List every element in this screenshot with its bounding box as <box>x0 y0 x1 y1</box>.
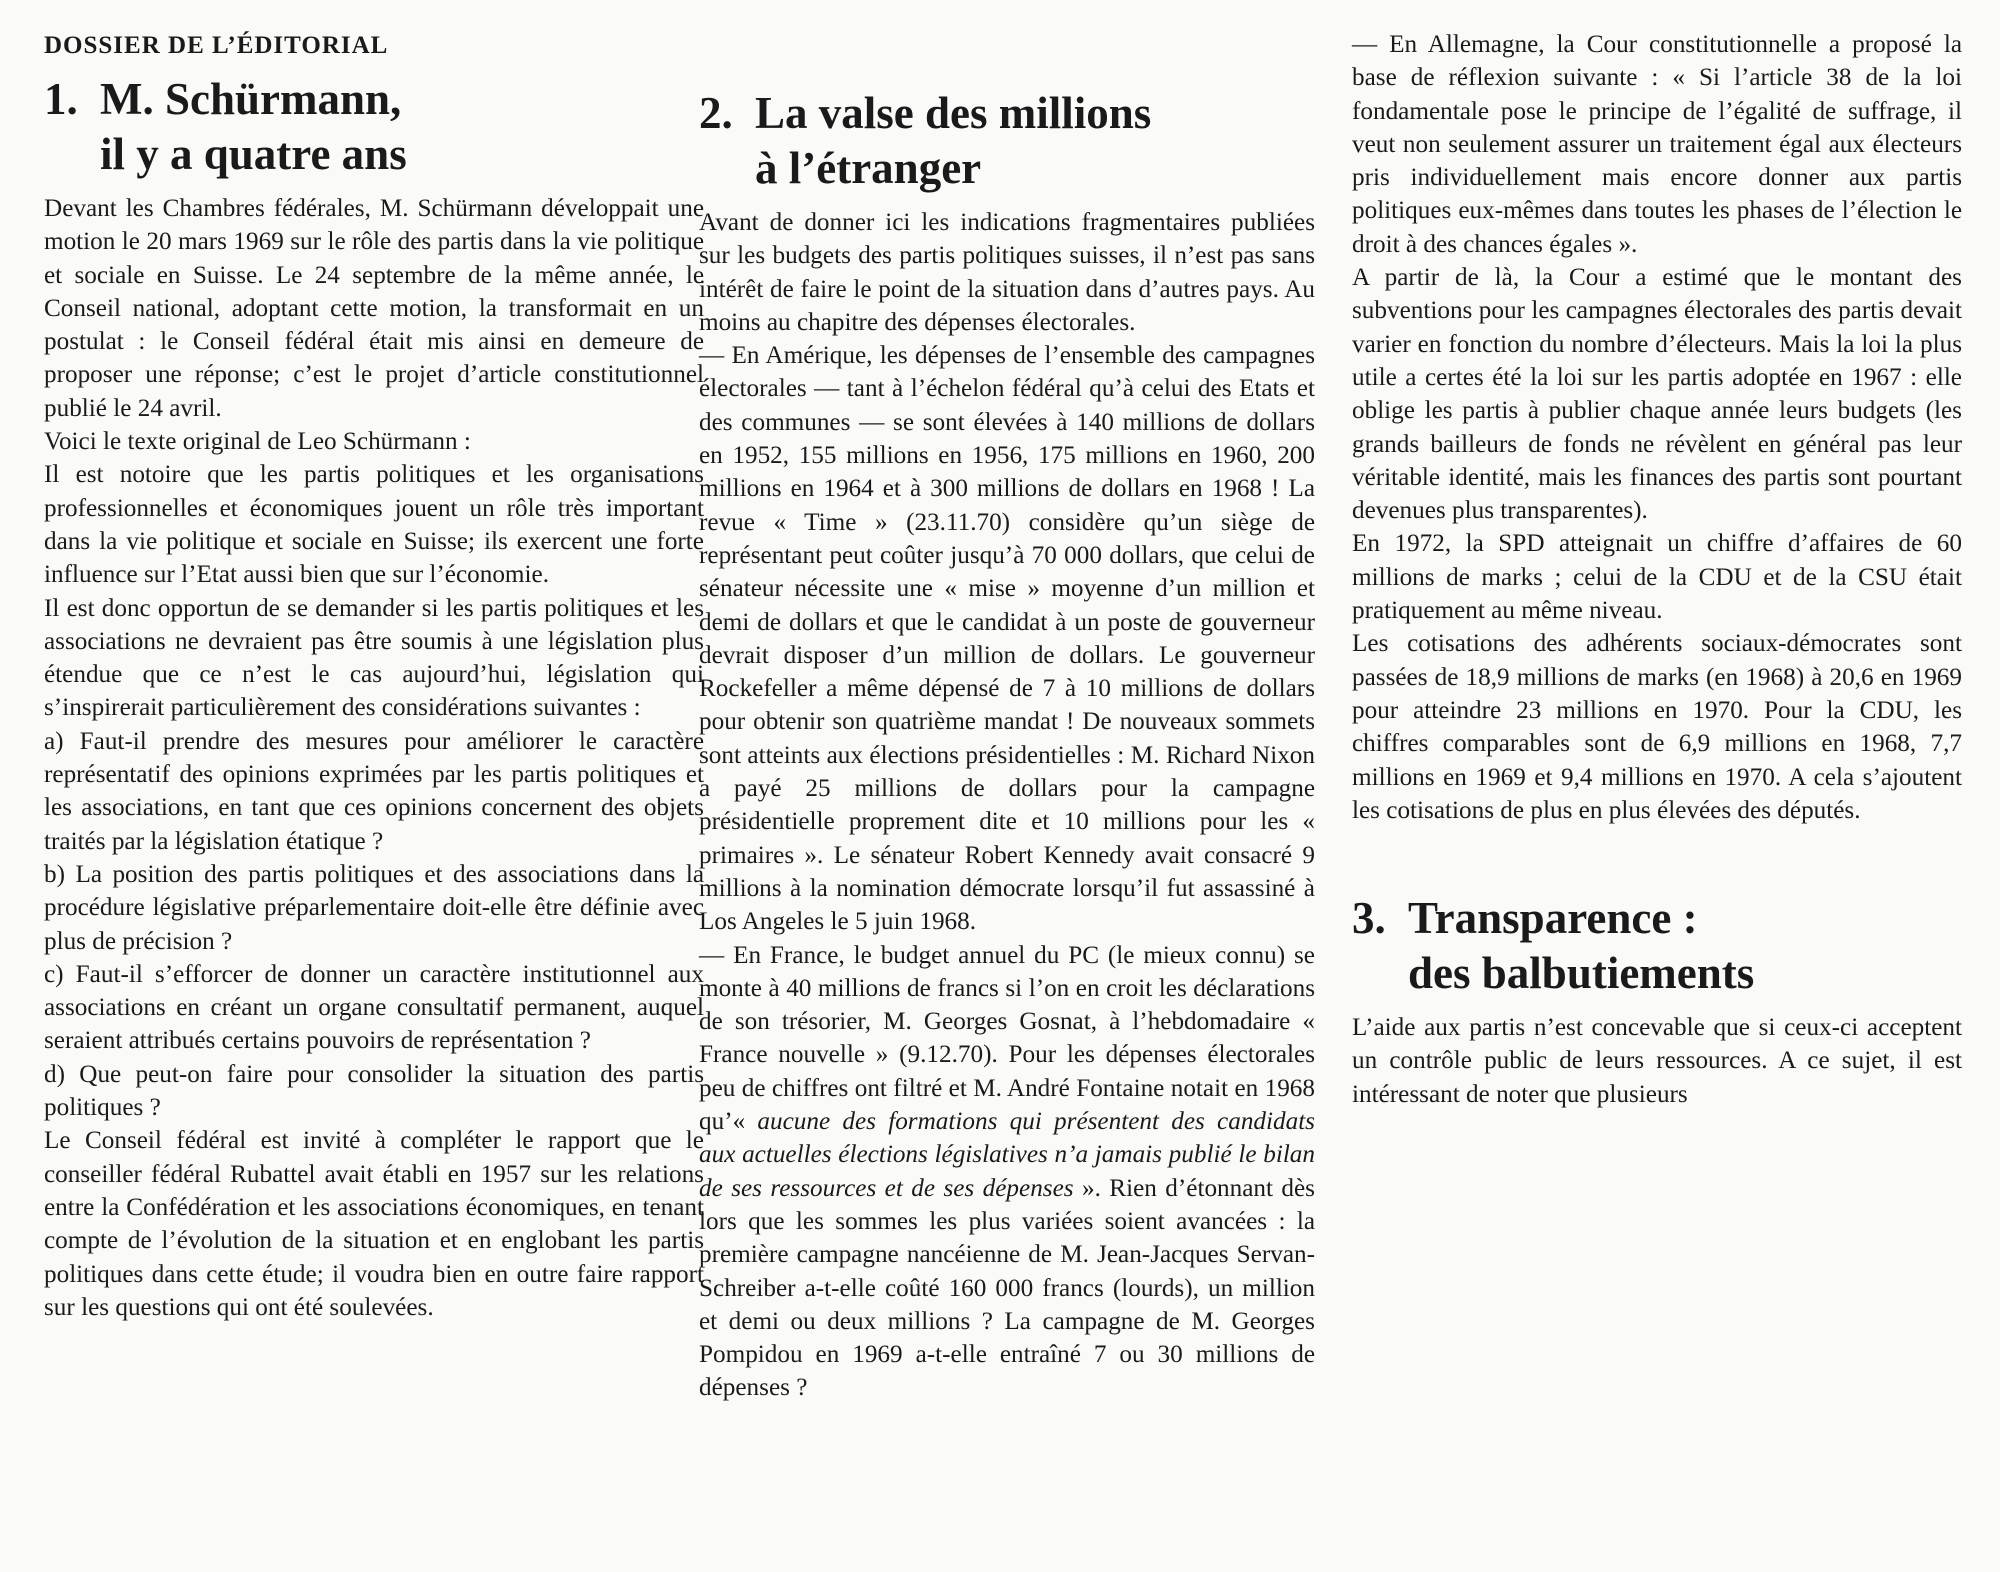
paragraph-america: — En Amérique, les dépenses de l’ensemble des campagnes électorales — tant à l’échelon fédéral qu’à celui des Etats et des communes — se sont élevées à 140 millions de dollars en 1952, 155 millions en 1956, 175 millions en 1960, 200 millions en 1964 et à 300 millions de dollars en 1968 ! La revue « Time » (23.11.70) considère qu’un siège de représentant peut coûter jusqu’à 70 000 dollars, que celui de sénateur nécessite une « mise » moyenne d’un million et demi de dollars et que le candidat à un poste de gouverneur devrait disposer d’un million de dollars. Le gouverneur Rockefeller a même dépensé de 7 à 10 millions de dollars pour obtenir son quatrième mandat ! De nouveaux sommets sont atteints aux élections présidentielles : M. Richard Nixon a payé 25 millions de dollars pour la campagne présidentielle proprement dite et 10 millions pour les « primaires ». Le sénateur Robert Kennedy avait consacré 9 millions à la nomination démocrate lorsqu’il fut assassiné à Los Angeles le 5 juin 1968. <box>699 342 1315 936</box>
paragraph: Voici le texte original de Leo Schürmann : <box>44 428 471 456</box>
list-item-b: b) La position des partis politiques et des associations dans la procédure législative préparlementaire doit-elle être définie avec plus de précision ? <box>44 860 704 955</box>
section-3-title-line-2: des balbutiements <box>1408 948 1755 999</box>
paragraph: Il est notoire que les partis politiques et les organisations professionnelles et économiques jouent un rôle très important dans la vie politique et sociale en Suisse; ils exercent une forte influence sur l’Etat aussi bien que sur l’économie. <box>44 461 704 589</box>
list-item-d: d) Que peut-on faire pour consolider la situation des partis politiques ? <box>44 1060 704 1122</box>
fontaine-quote: aucune des formations qui présentent des candidats aux actuelles élections législatives n’a jamais publié le bilan de ses ressources et de ses dépenses <box>699 1108 1315 1202</box>
paragraph: En 1972, la SPD atteignait un chiffre d’affaires de 60 millions de marks ; celui de la CDU et de la CSU était pratiquement au même niveau. <box>1352 530 1962 625</box>
after-quote-text: ». Rien d’étonnant dès lors que les sommes les plus variées soient avancées : la première campagne nancéienne de M. Jean-Jacques Servan-Schreiber a-t-elle coûté 160 000 francs (lourds), un million et demi ou deux millions ? La campagne de M. Georges Pompidou en 1969 a-t-elle entraîné 7 ou 30 millions de dépenses ? <box>699 1174 1315 1402</box>
section-3-number: 3. <box>1352 893 1386 944</box>
column-1 <box>44 28 704 1324</box>
paragraph: Il est donc opportun de se demander si les partis politiques et les associations ne devraient pas être soumis à une législation plus étendue que ce n’est le cas aujourd’hui, législation qui s’inspirerait particulièrement des considérations suivantes : <box>44 594 704 722</box>
section-3-heading <box>1352 891 1962 1001</box>
paragraph: A partir de là, la Cour a estimé que le montant des subventions pour les campagnes électorales des partis devait varier en fonction du nombre d’électeurs. Mais la loi la plus utile a certes été la loi sur les partis adoptée en 1967 : elle oblige les partis à publier chaque année leurs budgets (les grands bailleurs de fonds ne révèlent en général pas leur véritable identité, mais les finances des partis sont pourtant devenues plus transparentes). <box>1352 264 1962 525</box>
section-1-title-line-2: il y a quatre ans <box>100 129 407 179</box>
section-2-number: 2. <box>699 88 733 138</box>
paragraph: L’aide aux partis n’est concevable que si ceux-ci acceptent un contrôle public de leurs ressources. A ce sujet, il est intéressant de noter que plusieurs <box>1352 1014 1962 1108</box>
column-3 <box>1352 28 1962 1111</box>
paragraph: Les cotisations des adhérents sociaux-démocrates sont passées de 18,9 millions de marks (en 1968) à 20,6 en 1969 pour atteindre 23 millions en 1970. Pour la CDU, les chiffres comparables sont de 6,9 millions en 1968, 7,7 millions en 1969 et 9,4 millions en 1970. A cela s’ajoutent les cotisations de plus en plus élevées des députés. <box>1352 630 1962 824</box>
paragraph: Le Conseil fédéral est invité à compléter le rapport que le conseiller fédéral Rubattel avait établi en 1957 sur les relations entre la Confédération et les associations économiques, en tenant compte de l’évolution de la situation et en englobant les partis politiques dans cette étude; il voudra bien en outre faire rapport sur les questions qui ont été soulevées. <box>44 1127 704 1321</box>
france-text: — En France, le budget annuel du PC (le mieux connu) se monte à 40 millions de francs si l’on en croit les déclarations de son trésorier, M. Georges Gosnat, à l’hebdomadaire « France nouvelle » (9.12.70). Pour les dépenses électorales peu de chiffres ont filtré et M. André Fontaine notait en 1968 qu’« <box>699 941 1315 1136</box>
paragraph: Devant les Chambres fédérales, M. Schürmann développait une motion le 20 mars 1969 sur le rôle des partis dans la vie politique et sociale en Suisse. Le 24 septembre de la même année, le Conseil national, adoptant cette motion, la transformait en un postulat : le Conseil fédéral était mis ainsi en demeure de proposer une réponse; c’est le projet d’article constitutionnel publié le 24 avril. <box>44 195 704 422</box>
list-item-c: c) Faut-il s’efforcer de donner un caractère institutionnel aux associations en créant un organe consultatif permanent, auquel seraient attribués certains pouvoirs de représentation ? <box>44 960 704 1055</box>
section-2-title-line-1: La valse des millions <box>755 88 1152 138</box>
column-2 <box>699 28 1315 1405</box>
section-1-number: 1. <box>44 74 78 124</box>
section-2-title-line-2: à l’étranger <box>755 143 982 193</box>
section-1-heading <box>44 72 704 182</box>
list-item-a: a) Faut-il prendre des mesures pour améliorer le caractère représentatif des opinions exprimées par les partis politiques et les associations, en tant que ces opinions concernent des objets traités par la législation étatique ? <box>44 727 704 855</box>
paragraph-france <box>699 939 1315 1405</box>
paragraph: Avant de donner ici les indications fragmentaires publiées sur les budgets des partis politiques suisses, il n’est pas sans intérêt de faire le point de la situation dans d’autres pays. Au moins au chapitre des dépenses électorales. <box>699 209 1315 336</box>
section-3-title-line-1: Transparence : <box>1408 893 1698 944</box>
section-kicker: DOSSIER DE L’ÉDITORIAL <box>44 32 389 59</box>
section-2-heading <box>699 86 1315 196</box>
section-1-title-line-1: M. Schürmann, <box>100 74 402 124</box>
paragraph-germany: — En Allemagne, la Cour constitutionnelle a proposé la base de réflexion suivante : « Si l’article 38 de la loi fondamentale pose le principe de l’égalité de suffrage, il veut non seulement assurer un traitement égal aux électeurs pris individuellement mais encore donner aux partis politiques eux-mêmes dans toutes les phases de l’élection le droit à des chances égales ». <box>1352 31 1962 258</box>
